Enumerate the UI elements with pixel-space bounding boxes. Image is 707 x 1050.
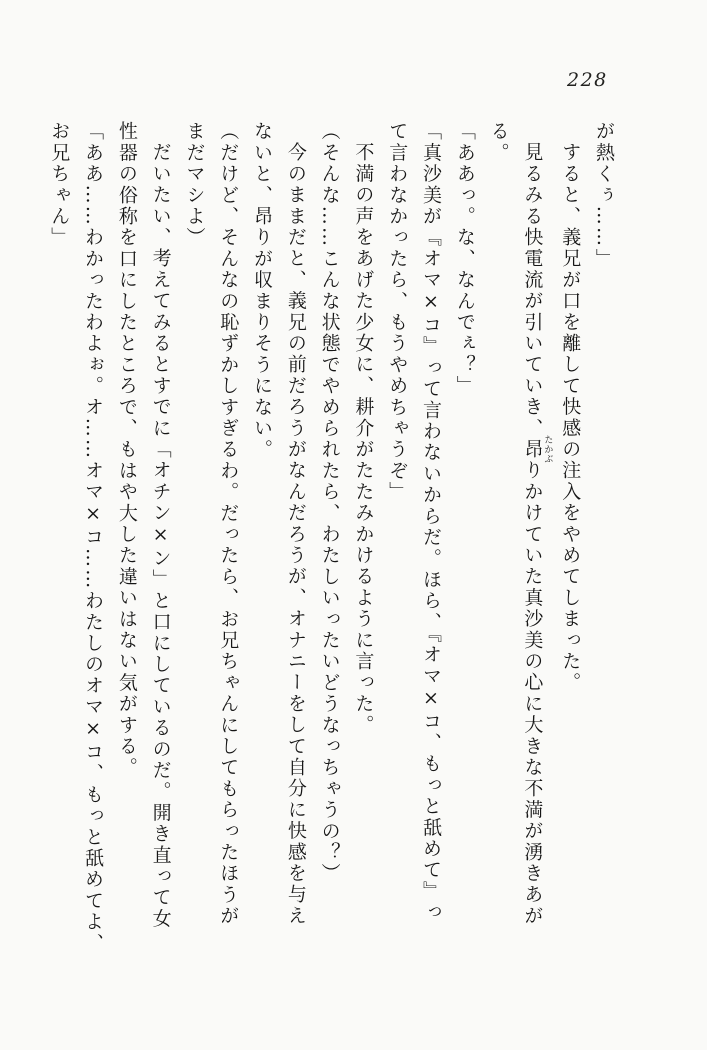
text-line: まだマシよ） <box>183 121 206 249</box>
text-line: だいたい、考えてみるとすでに「オチン×ン」と口にしているのだ。開き直って女 <box>149 142 172 930</box>
text-line: ないと、昂りが収まりそうにない。 <box>251 121 274 461</box>
ruby-annotation: 昂 たかぶ <box>521 435 553 464</box>
text-line: 今のままだと、義兄の前だろうがなんだろうが、オナニーをして自分に快感を与え <box>284 142 307 927</box>
text-line: 不満の声をあげた少女に、耕介がたたみかけるように言った。 <box>352 142 375 736</box>
text-line: 見るみる快電流が引いていき、昂 たかぶりかけていた真沙美の心に大きな不満が湧きあが <box>521 142 553 927</box>
text-line: 性器の俗称を口にしたところで、もはや大した違いはない気がする。 <box>115 121 138 779</box>
text-line: すると、義兄が口を離して快感の注入をやめてしまった。 <box>559 142 582 694</box>
text-line: が熱くぅ……」 <box>593 121 615 270</box>
vertical-text-block <box>41 121 620 959</box>
text-line: （だけど、そんなの恥ずかしすぎるわ。だったら、お兄ちゃんにしてもらったほうが <box>217 121 240 927</box>
text-line: お兄ちゃん」 <box>48 121 71 249</box>
text-line: る。 <box>487 121 510 164</box>
text-line: 「ああっ。な、なんでぇ？」 <box>453 121 476 397</box>
text-line: 「ああ……わかったわよぉ。オ……オマ×コ……わたしのオマ×コ、もっと舐めてよ、 <box>82 121 105 954</box>
page-number: 228 <box>567 69 608 91</box>
text-line: （そんな……こんな状態でやめられたら、わたしいったいどうなっちゃうの？） <box>318 121 341 885</box>
text-line: て言わなかったら、もうやめちゃうぞ」 <box>386 121 409 503</box>
text-line: 「真沙美が『オマ×コ』って言わないからだ。ほら、『オマ×コ、もっと舐めて』っ <box>420 121 443 924</box>
